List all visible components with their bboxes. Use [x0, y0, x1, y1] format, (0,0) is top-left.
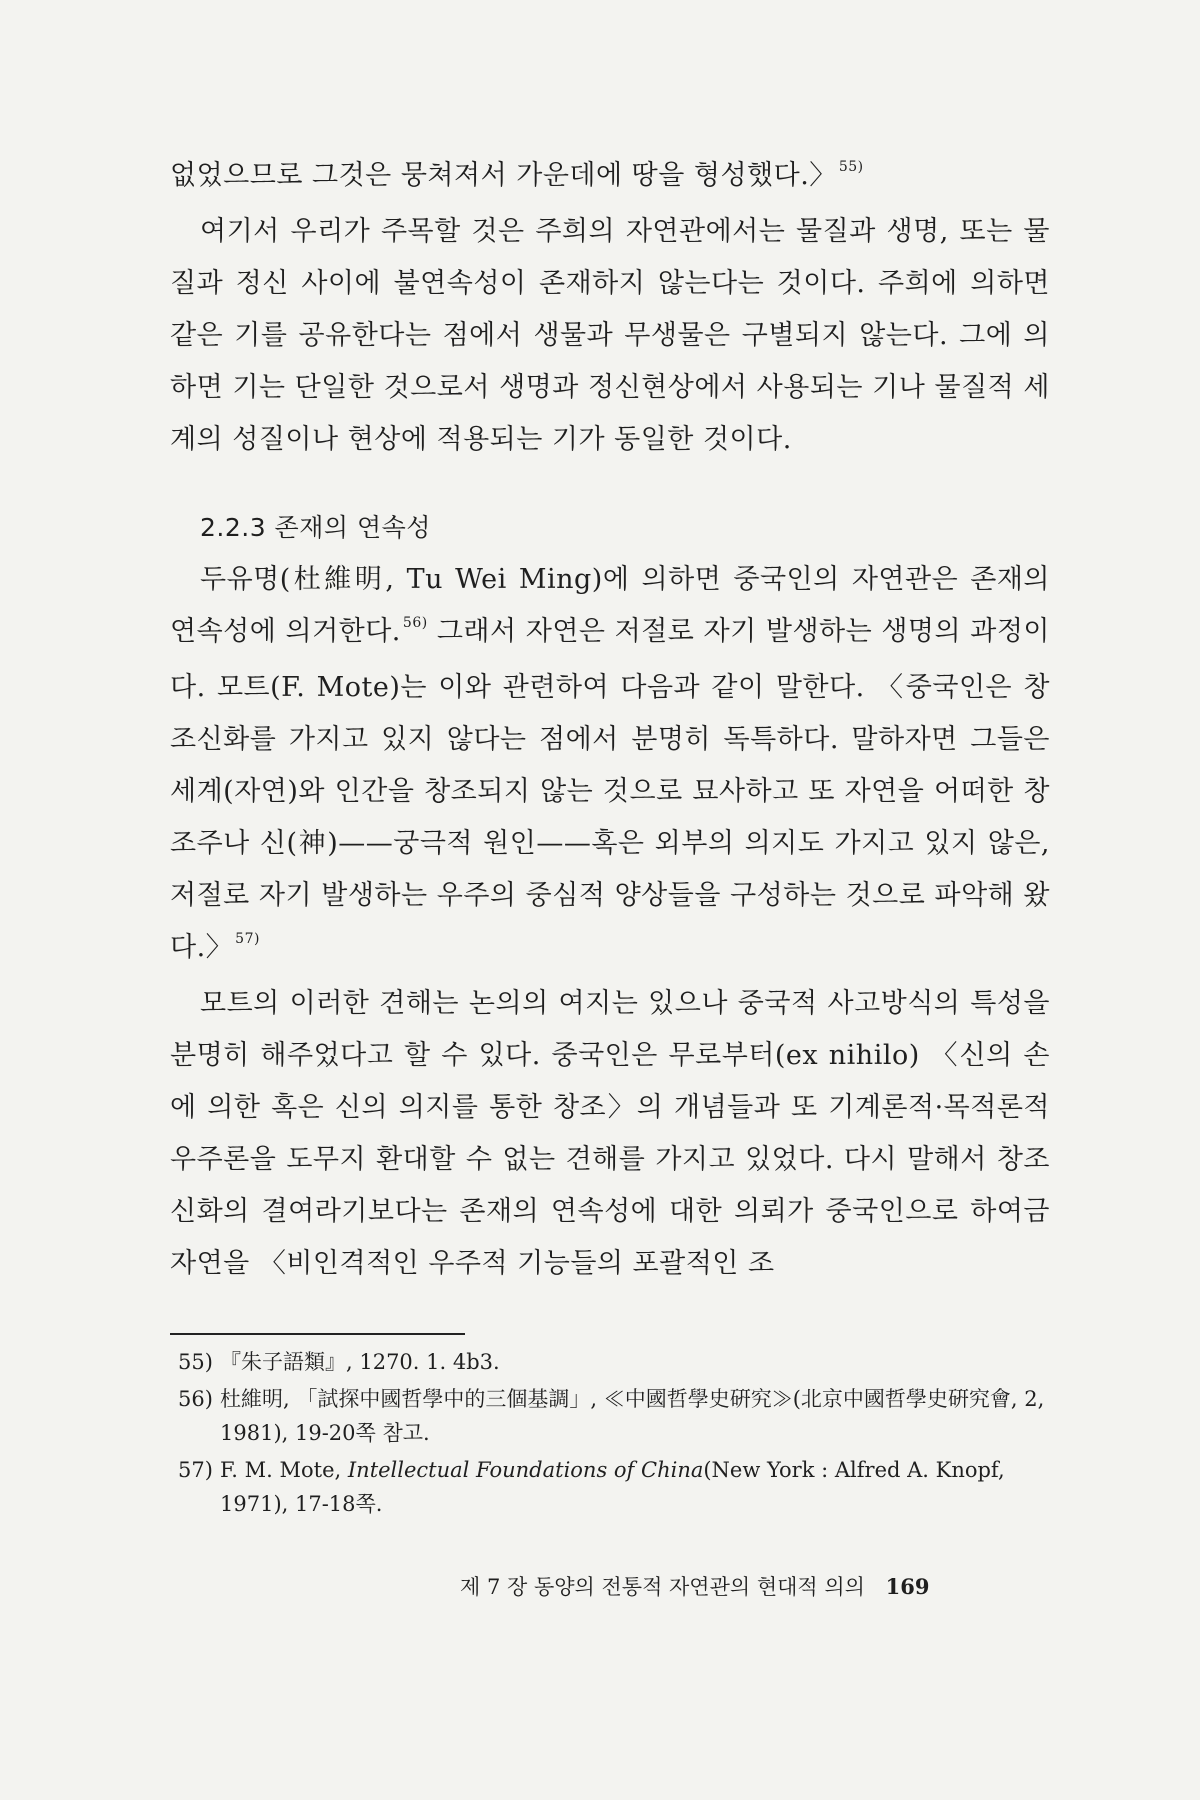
footnote-publication: (New York : Alfred A. Knopf, 1971), 17-18쪽. [220, 1458, 1005, 1516]
paragraph-3-text-b: 그래서 자연은 저절로 자기 발생하는 생명의 과정이다. 모트(F. Mote)는 이와 관련하여 다음과 같이 말한다. 〈중국인은 창조신화를 가지고 있지 않다는 점에서 분명히 독특하다. 말하자면 그들은 세계(자연)와 인간을 창조되지 않는 것으로 묘사하고 또 자연을 어떠한 창조주나 신(神)——궁극적 원인——혹은 외부의 의지도 가지고 있지 않은, 저절로 자기 발생하는 우주의 중심적 양상들을 구성하는 것으로 파악해 왔다.〉 [170, 616, 1050, 963]
footnote-ref-56: 56) [402, 615, 428, 631]
paragraph-3-text-a: 두유명(杜維明, Tu Wei Ming)에 의하면 중국인의 자연관은 존재의 연속성에 의거한다. [170, 564, 1050, 647]
footnote-ref-55: 55) [838, 159, 864, 175]
paragraph-4: 모트의 이러한 견해는 논의의 여지는 있으나 중국적 사고방식의 특성을 분명히 해주었다고 할 수 있다. 중국인은 무로부터(ex nihilo) 〈신의 손에 의한 혹은 신의 의지를 통한 창조〉의 개념들과 또 기계론적·목적론적 우주론을 도무지 환대할 수 없는 견해를 가지고 있었다. 다시 말해서 창조신화의 결여라기보다는 존재의 연속성에 대한 의뢰가 중국인으로 하여금 자연을 〈비인격적인 우주적 기능들의 포괄적인 조 [170, 988, 1050, 1279]
footnote-57 [178, 1453, 1050, 1521]
footnote-divider [170, 1333, 465, 1335]
footnotes [178, 1345, 1050, 1524]
footnote-56 [178, 1382, 1050, 1450]
footnote-ref-57: 57) [235, 931, 260, 947]
footnote-book-title: Intellectual Foundations of China [347, 1458, 704, 1482]
footnote-text [220, 1453, 1050, 1521]
body-text [170, 150, 1050, 1290]
paragraph-1-text: 없었으므로 그것은 뭉쳐져서 가운데에 땅을 형성했다.〉 [170, 160, 837, 191]
paragraph-1 [170, 150, 1050, 206]
page-number: 169 [885, 1574, 930, 1599]
paragraph-2: 여기서 우리가 주목할 것은 주희의 자연관에서는 물질과 생명, 또는 물질과 정신 사이에 불연속성이 존재하지 않는다는 것이다. 주희에 의하면 같은 기를 공유한다는 점에서 생물과 무생물은 구별되지 않는다. 그에 의하면 기는 단일한 것으로서 생명과 정신현상에서 사용되는 기나 물질적 세계의 성질이나 현상에 적용되는 기가 동일한 것이다. [170, 216, 1050, 455]
footnote-55 [178, 1345, 1050, 1379]
footnote-text: 『朱子語類』, 1270. 1. 4b3. [220, 1350, 500, 1374]
footnote-author: F. M. Mote, [220, 1458, 348, 1482]
footnote-number: 55) [178, 1350, 213, 1374]
section-heading: 2.2.3 존재의 연속성 [200, 513, 431, 542]
paragraph-3 [170, 554, 1050, 978]
footnote-number: 56) [178, 1387, 213, 1411]
running-footer [460, 1572, 1020, 1602]
footnote-number: 57) [178, 1458, 213, 1482]
footnote-text: 杜維明, 「試探中國哲學中的三個基調」, ≪中國哲學史硏究≫(北京中國哲學史硏究會, 2, 1981), 19-20쪽 참고. [220, 1387, 1045, 1445]
chapter-title: 제 7 장 동양의 전통적 자연관의 현대적 의의 [460, 1575, 865, 1599]
